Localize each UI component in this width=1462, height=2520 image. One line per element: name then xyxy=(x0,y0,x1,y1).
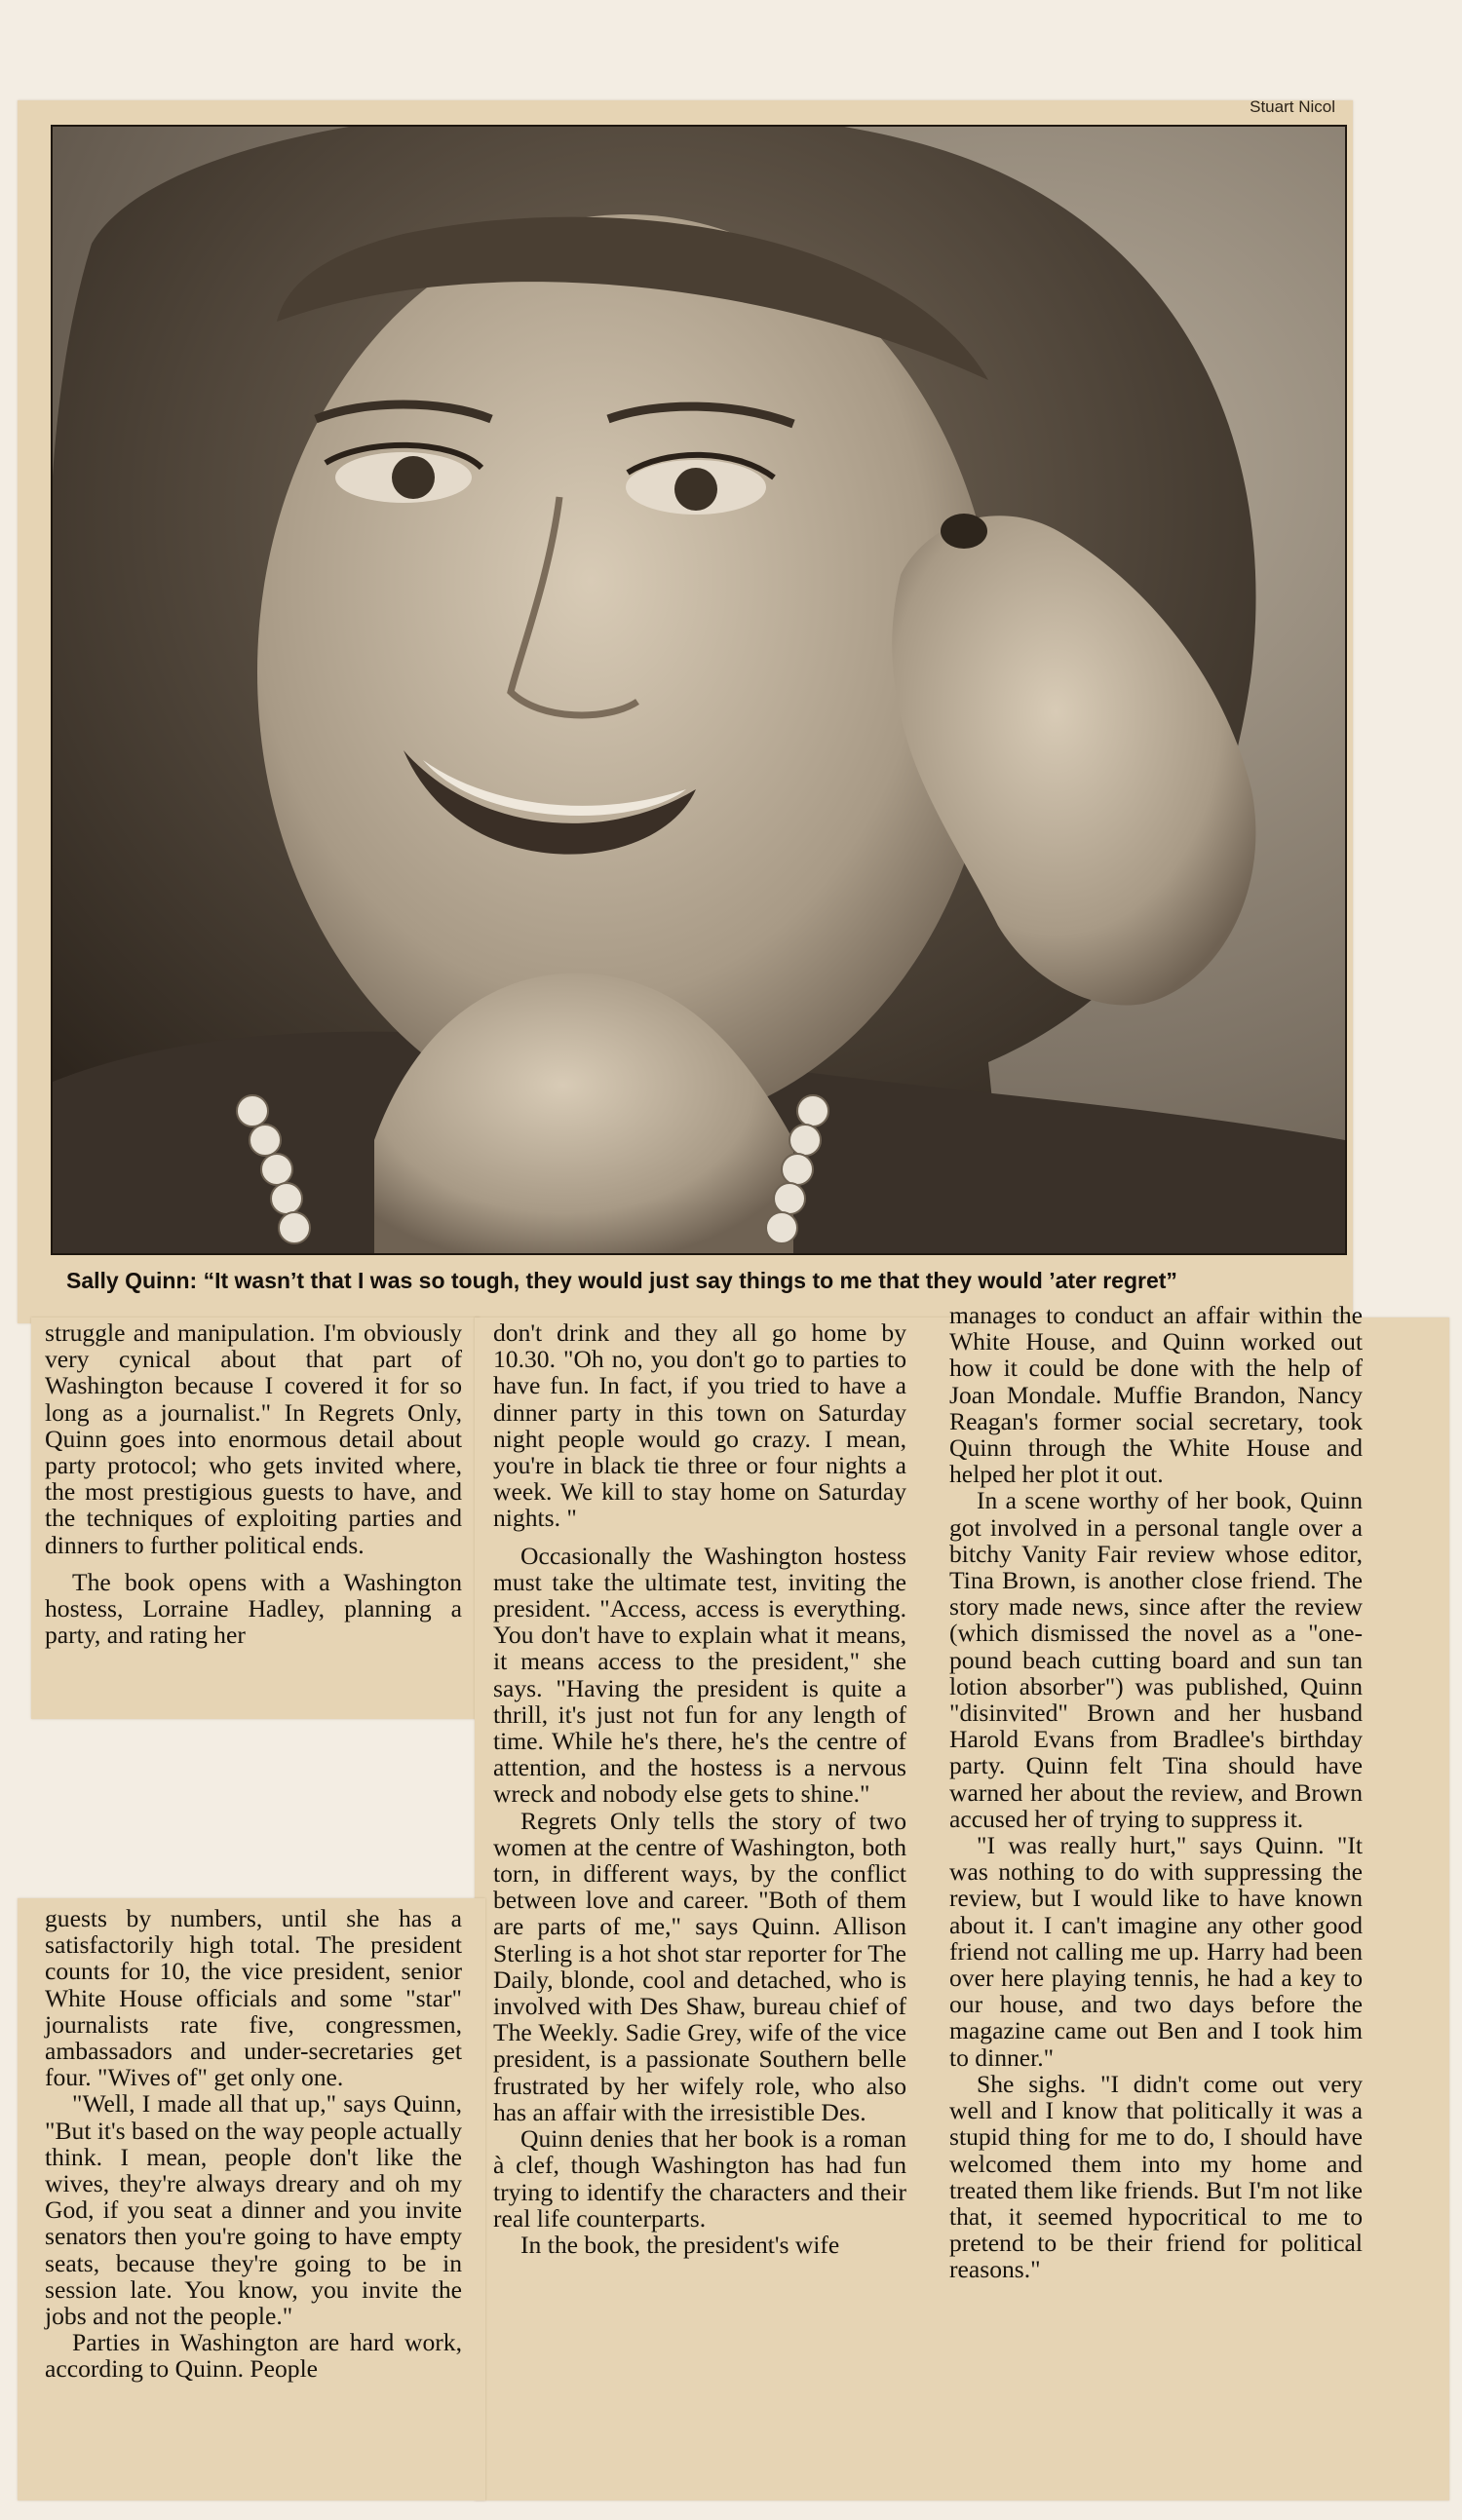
portrait-photo xyxy=(51,125,1347,1255)
article-column-3 xyxy=(949,1302,1363,2283)
paragraph: Quinn denies that her book is a roman à clef, though Washington has had fun trying to identify the characters and their real life counterparts. xyxy=(493,2124,906,2233)
photo-caption: Sally Quinn: “It wasn’t that I was so tough, they would just say things to me that they would ’ater regret” xyxy=(66,1268,1177,1293)
paragraph: struggle and manipulation. I'm obviously very cynical about that part of Washington because I covered it for so long as a journalist." In Regrets Only, Quinn goes into enormous detail about party protocol; who gets invited where, the most prestigious guests to have, and the techniques of exploiting parties and dinners to further political ends. xyxy=(45,1318,462,1559)
photo-credit: Stuart Nicol xyxy=(1250,97,1335,116)
paragraph: Parties in Washington are hard work, according to Quinn. People xyxy=(45,2328,462,2384)
paragraph: manages to conduct an affair within the White House, and Quinn worked out how it could be done with the help of Joan Mondale. Muffie Brandon, Nancy Reagan's former social secretary, took Quinn through the White House and helped her plot it out. xyxy=(949,1301,1363,1489)
article-column-1-bottom xyxy=(45,1905,462,2383)
paragraph: "I was really hurt," says Quinn. "It was nothing to do with suppressing the review, but I would like to have known about it. I can't imagine any other good friend not calling me up. Harry had been over here playing tennis, he had a key to our house, and two days before the magazine came out Ben and I took him to dinner." xyxy=(949,1831,1363,2072)
paragraph: Occasionally the Washington hostess must take the ultimate test, inviting the president. "Access, access is everything. You don't have to explain what it means, it means access to the president," she says. "Having the president is quite a thrill, it's just not fun for any length of time. While he's there, he's the centre of attention, and the hostess is a nervous wreck and nobody else gets to shine." xyxy=(493,1541,906,1809)
article-column-1-top xyxy=(45,1319,462,1648)
paragraph: Regrets Only tells the story of two women at the centre of Washington, both torn, in different ways, by the conflict between love and career. "Both of them are parts of me," says Quinn. Allison Sterling is a hot shot star reporter for The Daily, blonde, cool and detached, who is involved with Des Shaw, bureau chief of The Weekly. Sadie Grey, wife of the vice president, is a passionate Southern belle frustrated by her wifely role, who also has an affair with the irresistible Des. xyxy=(493,1806,906,2126)
paragraph: don't drink and they all go home by 10.30. "Oh no, you don't go to parties to have fun. In fact, if you tried to have a dinner party in this town on Saturday night people would go crazy. I mean, you're in black tie three or four nights a week. We kill to stay home on Saturday nights. " xyxy=(493,1318,906,1533)
paragraph: She sighs. "I didn't come out very well and I know that politically it was a stupid thing for me to do, I should have welcomed them into my home and treated them like friends. But I'm not like that, it seemed hypocritical to me to pretend to be their friend for political reasons." xyxy=(949,2069,1363,2284)
paragraph: guests by numbers, until she has a satisfactorily high total. The president counts for 10, the vice president, senior White House officials and some "star" journalists rate five, congressmen, ambassadors and under-secretaries get four. "Wives of" get only one. xyxy=(45,1904,462,2092)
article-column-2 xyxy=(493,1319,906,2258)
paragraph: In the book, the president's wife xyxy=(520,2230,840,2259)
paragraph: The book opens with a Washington hostess, Lorraine Hadley, planning a party, and rating her xyxy=(45,1567,462,1650)
paragraph: In a scene worthy of her book, Quinn got involved in a personal tangle over a bitchy Vanity Fair review whose editor, Tina Brown, is another close friend. The story made news, since after the review (which dismissed the novel as a "one-pound beach cutting board and sun tan lotion absorber") was published, Quinn "disinvited" Brown and her husband Harold Evans from Bradlee's birthday party. Quinn felt Tina should have warned her about the review, and Brown accused her of trying to suppress it. xyxy=(949,1486,1363,1833)
paragraph: "Well, I made all that up," says Quinn, "But it's based on the way people actually think. I mean, people don't like the wives, they're always dreary and oh my God, if you seat a dinner and you invite senators then you're going to have empty seats, because they're going to be in session late. You know, you invite the jobs and not the people." xyxy=(45,2089,463,2331)
